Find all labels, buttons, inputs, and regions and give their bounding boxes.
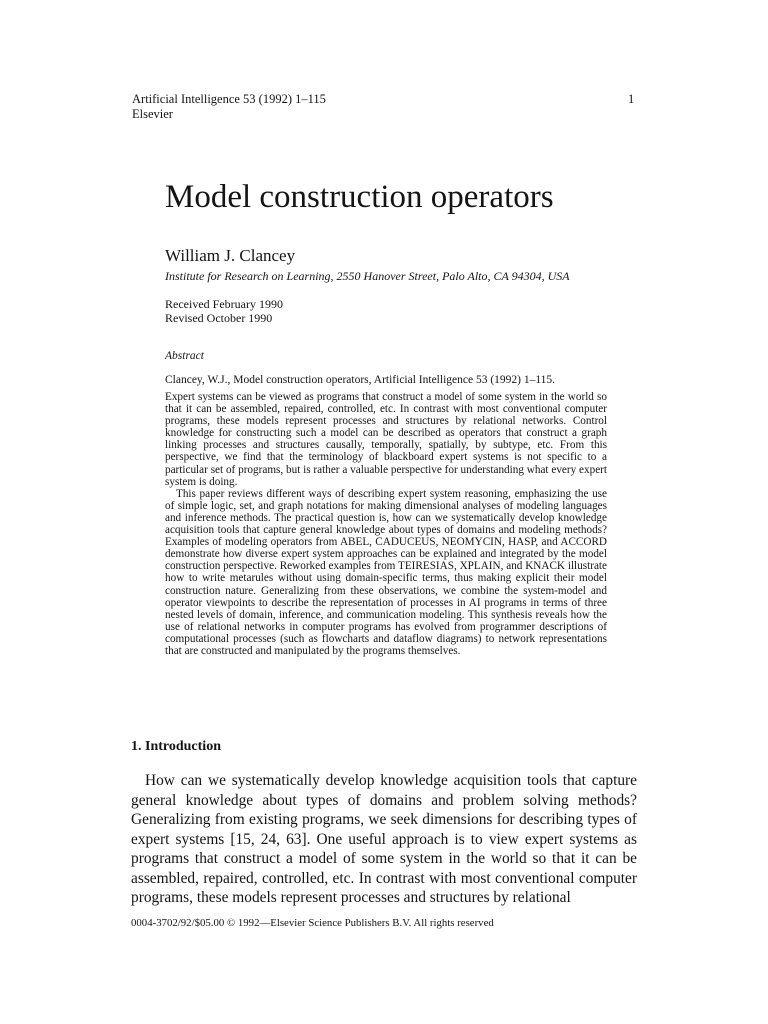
submission-dates [165,297,283,325]
author-name: William J. Clancey [165,246,296,265]
abstract-paragraph: Expert systems can be viewed as programs that construct a model of some system in the world so that it can be assembled, repaired, controlled, etc. In contrast with most conventional computer programs, these models represent processes and structures by relational networks. Control knowledge for constructing such a model can be described as operators that construct a graph linking processes and structures causally, temporally, spatially, by subtype, etc. From this perspective, we find that the terminology of blackboard expert systems is not specific to a particular set of programs, but is rather a valuable perspective for understanding what every expert system is doing. [165,391,607,488]
article-title: Model construction operators [165,179,554,215]
introduction-paragraph: How can we systematically develop knowledge acquisition tools that capture general knowledge about types of domains and problem solving methods? Generalizing from existing programs, we seek dimensions for describing types of expert systems [15, 24, 63]. One useful approach is to view expert systems as programs that construct a model of some system in the world so that it can be assembled, repaired, controlled, etc. In contrast with most conventional computer programs, these models represent processes and structures by relational [131,772,637,906]
journal-citation-line: Artificial Intelligence 53 (1992) 1–115 [132,92,326,106]
publisher-name: Elsevier [132,107,173,121]
page-number: 1 [628,92,635,106]
journal-header [132,92,326,122]
copyright-footer: 0004-3702/92/$05.00 © 1992—Elsevier Science Publishers B.V. All rights reserved [131,917,494,929]
abstract-body [165,391,607,657]
abstract-paragraph: This paper reviews different ways of describing expert system reasoning, emphasizing the use of simple logic, set, and graph notations for making dimensional analyses of modeling languages and inference methods. The practical question is, how can we systematically develop knowledge acquisition tools that capture general knowledge about types of domains and modeling methods? Examples of modeling operators from ABEL, CADUCEUS, NEOMYCIN, HASP, and ACCORD demonstrate how diverse expert system approaches can be explained and integrated by the model construction perspective. Reworked examples from TEIRESIAS, XPLAIN, and KNACK illustrate how to write metarules without using domain-specific terms, thus making explicit their model construction nature. Generalizing from these observations, we combine the system-model and operator viewpoints to describe the representation of processes in AI programs in terms of three nested levels of domain, inference, and communication modeling. This synthesis reveals how the use of relational networks in computer programs has evolved from programmer descriptions of computational processes (such as flowcharts and dataflow diagrams) to network representations that are constructed and manipulated by the programs themselves. [165,487,607,657]
revised-date: Revised October 1990 [165,311,273,325]
received-date: Received February 1990 [165,297,283,311]
abstract-heading: Abstract [165,350,204,362]
section-heading-introduction: 1. Introduction [131,739,221,754]
abstract-citation: Clancey, W.J., Model construction operators, Artificial Intelligence 53 (1992) 1–115. [165,374,556,386]
author-affiliation: Institute for Research on Learning, 2550 Hanover Street, Palo Alto, CA 94304, USA [165,269,570,283]
